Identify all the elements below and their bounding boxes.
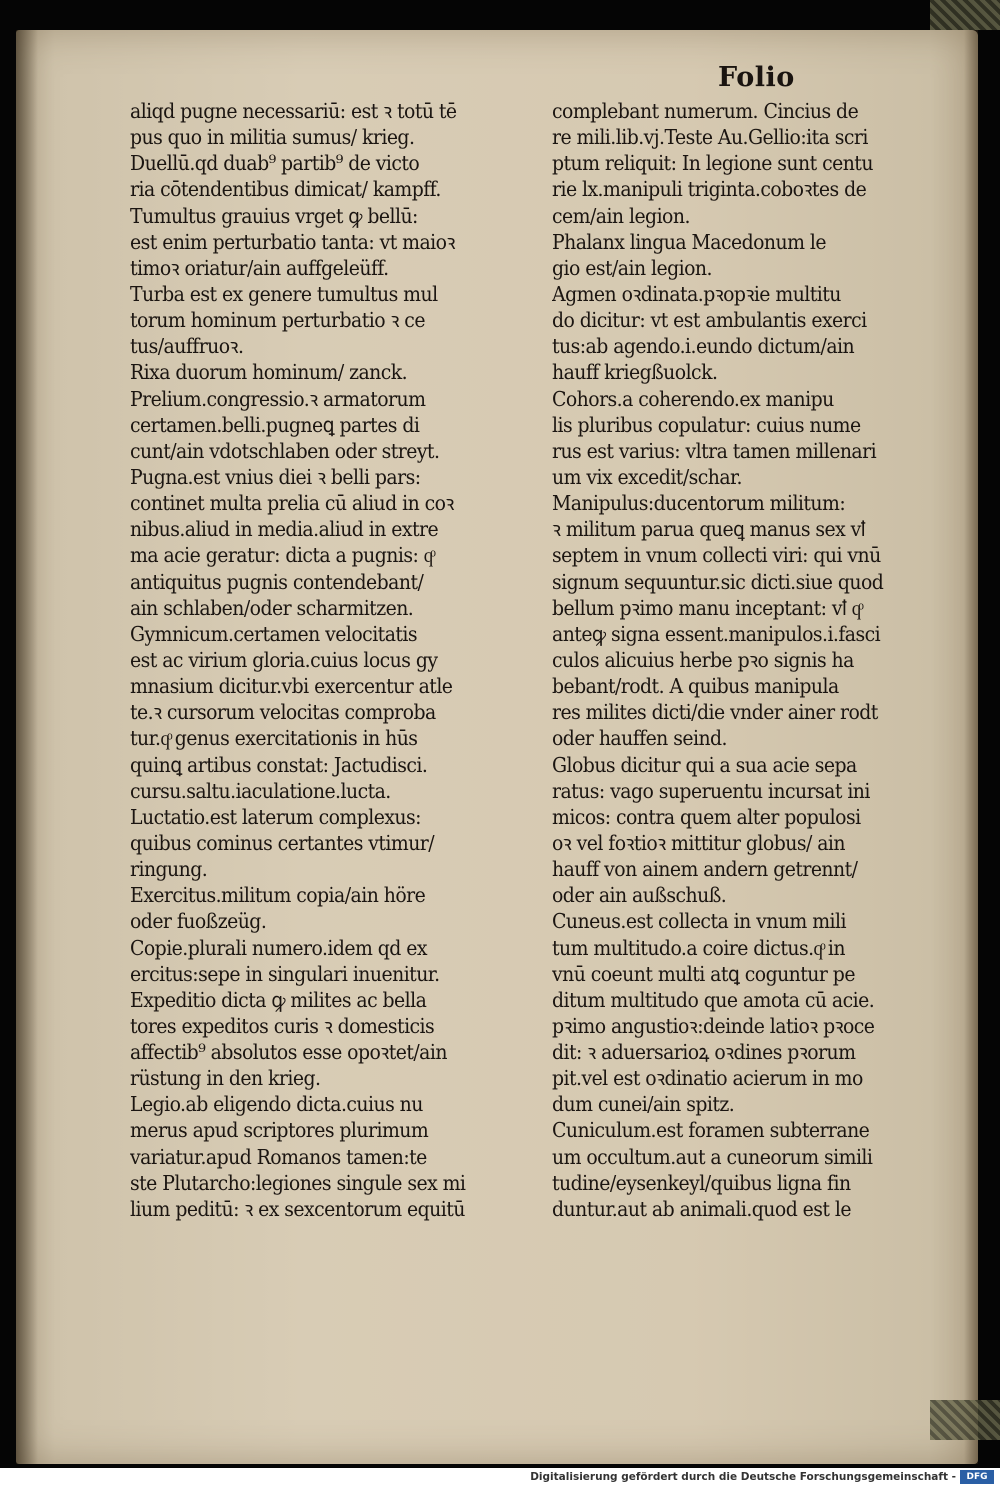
text-line: Tumultus grauius vrget ꝙ bellū: <box>130 203 418 228</box>
text-line: antiquitus pugnis contendebant/ <box>130 569 424 594</box>
text-line: tum multitudo.a coire dictus.qͦ in <box>552 935 845 960</box>
text-line: torum hominum perturbatio ꝛ ce <box>130 308 425 333</box>
text-line: tus:ab agendo.i.eundo dictum/ain <box>552 334 855 359</box>
text-line: micos: contra quem alter populosi <box>552 804 861 829</box>
text-line: ria cōtendentibus dimicat/ kampff. <box>130 177 441 202</box>
text-line: Manipulus:ducentorum militum: <box>552 491 846 516</box>
text-line: rüstung in den krieg. <box>130 1066 321 1091</box>
text-line: lium peditū: ꝛ ex sexcentorum equitū <box>130 1196 465 1221</box>
text-line: pus quo in militia sumus/ krieg. <box>130 125 415 150</box>
text-line: Gymnicum.certamen velocitatis <box>130 621 418 646</box>
text-line: Cuneus.est collecta in vnum mili <box>552 909 846 934</box>
text-line: Luctatio.est laterum complexus: <box>130 804 421 829</box>
text-line: Pugna.est vnius diei ꝛ belli pars: <box>130 464 421 489</box>
text-line: Legio.ab eligendo dicta.cuius nu <box>130 1092 423 1117</box>
text-line: re mili.lib.vj.Teste Au.Gellio:ita scri <box>552 125 868 150</box>
text-line: Expeditio dicta ꝙ milites ac bella <box>130 987 427 1012</box>
text-line: ercitus:sepe in singulari inuenitur. <box>130 961 440 986</box>
folio-header: Folio <box>718 62 795 93</box>
text-line: te.ꝛ cursorum velocitas comproba <box>130 700 436 725</box>
text-column-left <box>130 98 548 1222</box>
text-line: dum cunei/ain spitz. <box>552 1092 735 1117</box>
text-line: dit: ꝛ aduersarioꝝ oꝛdines pꝛorum <box>552 1040 856 1065</box>
text-line: ditum multitudo que amota cū acie. <box>552 987 875 1012</box>
text-line: continet multa prelia cū aliud in coꝛ <box>130 491 454 516</box>
text-line: aliqd pugne necessariū: est ꝛ totū tē <box>130 99 457 123</box>
text-line: Agmen oꝛdinata.pꝛopꝛie multitu <box>552 281 841 306</box>
text-line: oder ain außschuß. <box>552 883 727 908</box>
text-line: pꝛimo angustioꝛ:deinde latioꝛ pꝛoce <box>552 1013 875 1038</box>
text-line: Prelium.congressio.ꝛ armatorum <box>130 386 426 411</box>
text-line: oꝛ vel foꝛtioꝛ mittitur globus/ ain <box>552 830 845 855</box>
text-line: tur.qͦ genus exercitationis in hūs <box>130 726 418 751</box>
text-line: culos alicuius herbe pꝛo signis ha <box>552 647 854 672</box>
text-line: nibus.aliud in media.aliud in extre <box>130 517 439 542</box>
text-line: vnū coeunt multi atꝗ coguntur pe <box>552 961 855 986</box>
text-line: ptum reliquit: In legione sunt centu <box>552 151 873 176</box>
text-line: Globus dicitur qui a sua acie sepa <box>552 752 857 777</box>
text-line: Copie.plurali numero.idem qd ex <box>130 935 427 960</box>
text-line: Duellū.qd duab⁹ partib⁹ de victo <box>130 151 420 176</box>
text-line: ma acie geratur: dicta a pugnis: qͦ <box>130 543 433 568</box>
text-line: affectib⁹ absolutos esse opoꝛtet/ain <box>130 1040 447 1065</box>
text-line: hauff von ainem andern getrennt/ <box>552 857 858 882</box>
text-line: um occultum.aut a cuneorum simili <box>552 1144 873 1169</box>
footer-bar <box>0 1468 1000 1487</box>
text-line: complebant numerum. Cincius de <box>552 99 859 123</box>
page-edge-shadow <box>964 30 978 1464</box>
text-line: tudine/eysenkeyl/quibus ligna fin <box>552 1170 851 1195</box>
text-line: pit.vel est oꝛdinatio acierum in mo <box>552 1066 863 1091</box>
text-column-right <box>552 98 962 1222</box>
text-line: ꝛ militum parua queꝗ manus sex vꝉ <box>552 517 866 542</box>
text-line: certamen.belli.pugneꝗ partes di <box>130 412 420 437</box>
text-line: mnasium dicitur.vbi exercentur atle <box>130 674 453 699</box>
text-line: cem/ain legion. <box>552 203 690 228</box>
text-line: gio est/ain legion. <box>552 255 712 280</box>
text-line: quinꝗ artibus constat: Jactudisci. <box>130 752 428 777</box>
text-line: variatur.apud Romanos tamen:te <box>130 1144 427 1169</box>
text-line: Cuniculum.est foramen subterrane <box>552 1118 870 1143</box>
text-line: timoꝛ oriatur/ain auffgeleüff. <box>130 255 389 280</box>
text-line: hauff kriegßuolck. <box>552 360 718 385</box>
binding-texture-bottom <box>930 1400 1000 1440</box>
text-line: signum sequuntur.sic dicti.siue quod <box>552 569 884 594</box>
text-line: rie lx.manipuli triginta.coboꝛtes de <box>552 177 867 202</box>
gutter-shadow <box>16 30 38 1464</box>
text-line: cunt/ain vdotschlaben oder streyt. <box>130 438 440 463</box>
text-line: bebant/rodt. A quibus manipula <box>552 674 839 699</box>
text-line: Turba est ex genere tumultus mul <box>130 281 438 306</box>
text-line: septem in vnum collecti viri: qui vnū <box>552 543 881 568</box>
text-line: Phalanx lingua Macedonum le <box>552 229 826 254</box>
text-line: tus/auffruoꝛ. <box>130 334 244 359</box>
text-line: rus est varius: vltra tamen millenari <box>552 438 877 463</box>
text-line: ratus: vago superuentu incursat ini <box>552 778 870 803</box>
text-line: est enim perturbatio tanta: vt maioꝛ <box>130 229 455 254</box>
text-line: Exercitus.militum copia/ain höre <box>130 883 426 908</box>
funding-credit: Digitalisierung gefördert durch die Deutsche Forschungsgemeinschaft - <box>530 1471 956 1483</box>
text-line: merus apud scriptores plurimum <box>130 1118 429 1143</box>
text-line: lis pluribus copulatur: cuius nume <box>552 412 861 437</box>
text-line: anteꝙ signa essent.manipulos.i.fasci <box>552 621 881 646</box>
text-line: duntur.aut ab animali.quod est le <box>552 1196 851 1221</box>
text-line: quibus cominus certantes vtimur/ <box>130 830 435 855</box>
text-line: oder hauffen seind. <box>552 726 728 751</box>
text-line: bellum pꝛimo manu inceptant: vꝉ qͦ <box>552 595 861 620</box>
text-line: ste Plutarcho:legiones singule sex mi <box>130 1170 466 1195</box>
binding-texture-top <box>930 0 1000 30</box>
text-line: do dicitur: vt est ambulantis exerci <box>552 308 867 333</box>
text-line: ringung. <box>130 857 208 882</box>
dfg-logo-icon: DFG <box>960 1470 994 1484</box>
text-line: ain schlaben/oder scharmitzen. <box>130 595 414 620</box>
text-line: tores expeditos curis ꝛ domesticis <box>130 1013 435 1038</box>
text-line: Cohors.a coherendo.ex manipu <box>552 386 834 411</box>
text-line: Rixa duorum hominum/ zanck. <box>130 360 408 385</box>
text-line: um vix excedit/schar. <box>552 464 742 489</box>
text-line: res milites dicti/die vnder ainer rodt <box>552 700 878 725</box>
text-line: est ac virium gloria.cuius locus gy <box>130 647 438 672</box>
text-line: oder fuoßzeüg. <box>130 909 267 934</box>
text-line: cursu.saltu.iaculatione.lucta. <box>130 778 391 803</box>
